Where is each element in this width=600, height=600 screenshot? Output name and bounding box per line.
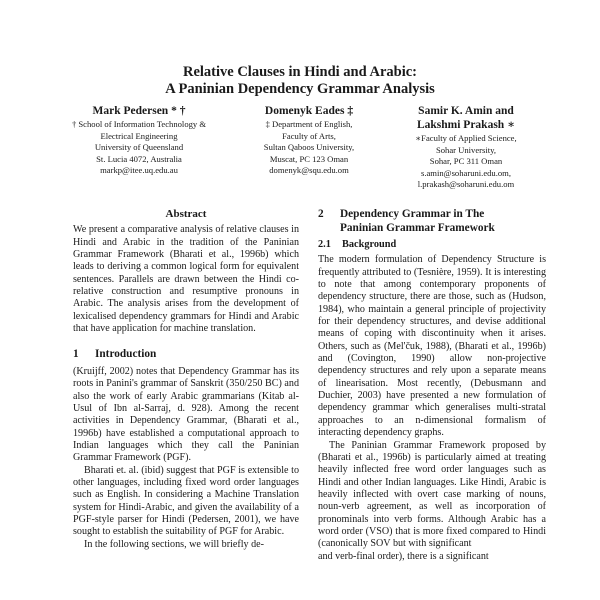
author-block-3 bbox=[380, 104, 552, 191]
section-title bbox=[340, 208, 495, 235]
author-name-line-1: Samir K. Amin and bbox=[418, 105, 514, 117]
subsection-2-1-heading bbox=[318, 239, 546, 251]
right-column bbox=[318, 208, 546, 563]
affiliation-line: ∗Faculty of Applied Science, bbox=[415, 133, 517, 143]
section-2-paragraph-3: and verb-final order), there is a significant bbox=[318, 550, 489, 562]
affiliation-line: Faculty of Arts, bbox=[282, 130, 336, 141]
author-email: s.amin@soharuni.edu.om, bbox=[420, 167, 512, 178]
abstract-text: We present a comparative analysis of relative clauses in Hindi and Arabic in the tradition of the Paninian Grammar Framework (Bharati et al., 1996b) which leads to deriving a common logical form for equivalent sentences. Parallels are drawn between the Hindi co-relative construction and resumptive pronouns in Arabic. The analysis arises from the development of lexicalised dependency grammars for Hindi and Arabic that have application for machine translation. bbox=[73, 224, 299, 335]
affiliation-line: Electrical Engineering bbox=[100, 130, 178, 141]
title-line-1: Relative Clauses in Hindi and Arabic: bbox=[182, 64, 418, 80]
section-title: Introduction bbox=[95, 348, 157, 361]
section-1-paragraph-1: (Kruijff, 2002) notes that Dependency Grammar has its roots in Panini's grammar of Sanskrit (350/250 BC) and also the work of early Arabic grammarians (Kitab al-Usul of Ibn al-Sarraj, d. 928). Among the recent activities in Dependency Grammar, (Bharati et al., 1996b) have established a computational approach to Indian languages which they call the Paninian Grammar Framework (PGF). bbox=[73, 365, 299, 464]
author-block-2 bbox=[226, 104, 392, 177]
subsection-number: 2.1 bbox=[318, 239, 331, 250]
section-2-heading bbox=[318, 208, 546, 235]
author-email: l.prakash@soharuni.edu.om bbox=[417, 179, 515, 190]
section-1-paragraph-2: Bharati et. al. (ibid) suggest that PGF is extensible to other languages, including fixed word order languages such as English. In considering a Machine Translation system for Hindi-Arabic, and given the availability of a PGF-style parser for Hindi (Pedersen, 2001), we have sought to establish the suitability of PGF for Arabic. bbox=[73, 464, 299, 538]
affiliation-line: Sohar, PC 311 Oman bbox=[429, 156, 503, 167]
affiliation-line: Muscat, PC 123 Oman bbox=[269, 153, 349, 164]
subsection-title: Background bbox=[342, 239, 397, 250]
author-name: Domenyk Eades ‡ bbox=[264, 105, 354, 117]
affiliation-line: Sultan Qaboos University, bbox=[263, 142, 355, 153]
left-column bbox=[73, 208, 299, 551]
affiliation-line: ‡ Department of English, bbox=[265, 119, 353, 129]
author-name-line-2: Lakshmi Prakash ∗ bbox=[416, 119, 516, 131]
section-1-paragraph-3: In the following sections, we will briefly de- bbox=[84, 538, 264, 550]
author-name: Mark Pedersen * † bbox=[92, 105, 186, 117]
author-email: domenyk@squ.edu.om bbox=[269, 165, 349, 176]
section-number: 1 bbox=[73, 348, 79, 361]
section-number: 2 bbox=[318, 208, 324, 220]
section-2-paragraph-2: The Paninian Grammar Framework proposed by (Bharati et al., 1996b) is particularly aimed at treating heavily inflected free word order languages such as Hindi and other Indian languages. Like Hindi, Arabic is heavily inflected with overt case marking of nouns, noun-verb agreement, as well as incorporation of pronominals into verb forms. Although Arabic has a word order (VSO) that is more fixed compared to Hindi (canonically SOV but with significant bbox=[318, 439, 546, 550]
affiliation-line: Sohar University, bbox=[435, 144, 497, 155]
paper-title bbox=[0, 64, 600, 98]
author-block-1 bbox=[30, 104, 248, 177]
section-2-paragraph-1: The modern formulation of Dependency Structure is frequently attributed to (Tesnière, 1959). It is interesting to note that among contemporary proponents of dependency structure, there are those, such as (Hudson, 1984), who maintain a general principle of projectivity for their dependency structures, and devise additional means of coping with discontinuity when it arises. Others, such as (Mel'čuk, 1988), (Bharati et al., 1996b) and (Covington, 1990) allow non-projective dependency structures and rely upon a separate means of linearisation. Most recently, (Debusmann and Duchier, 2003) have presented a new formulation of dependency grammar which generalises multi-stratal approaches to an n-dimensional formalism of interacting dependency graphs. bbox=[318, 254, 546, 439]
section-1-heading bbox=[73, 348, 299, 362]
section-title-line-2: Paninian Grammar Framework bbox=[340, 221, 495, 234]
affiliation-line: University of Queensland bbox=[94, 142, 184, 153]
affiliation-line: † School of Information Technology & bbox=[71, 119, 207, 129]
affiliation-line: St. Lucia 4072, Australia bbox=[96, 153, 182, 164]
author-email: markp@itee.uq.edu.au bbox=[100, 165, 178, 176]
section-title-line-1: Dependency Grammar in The bbox=[340, 208, 485, 220]
title-line-2: A Paninian Dependency Grammar Analysis bbox=[165, 81, 435, 97]
abstract-heading: Abstract bbox=[165, 208, 207, 220]
